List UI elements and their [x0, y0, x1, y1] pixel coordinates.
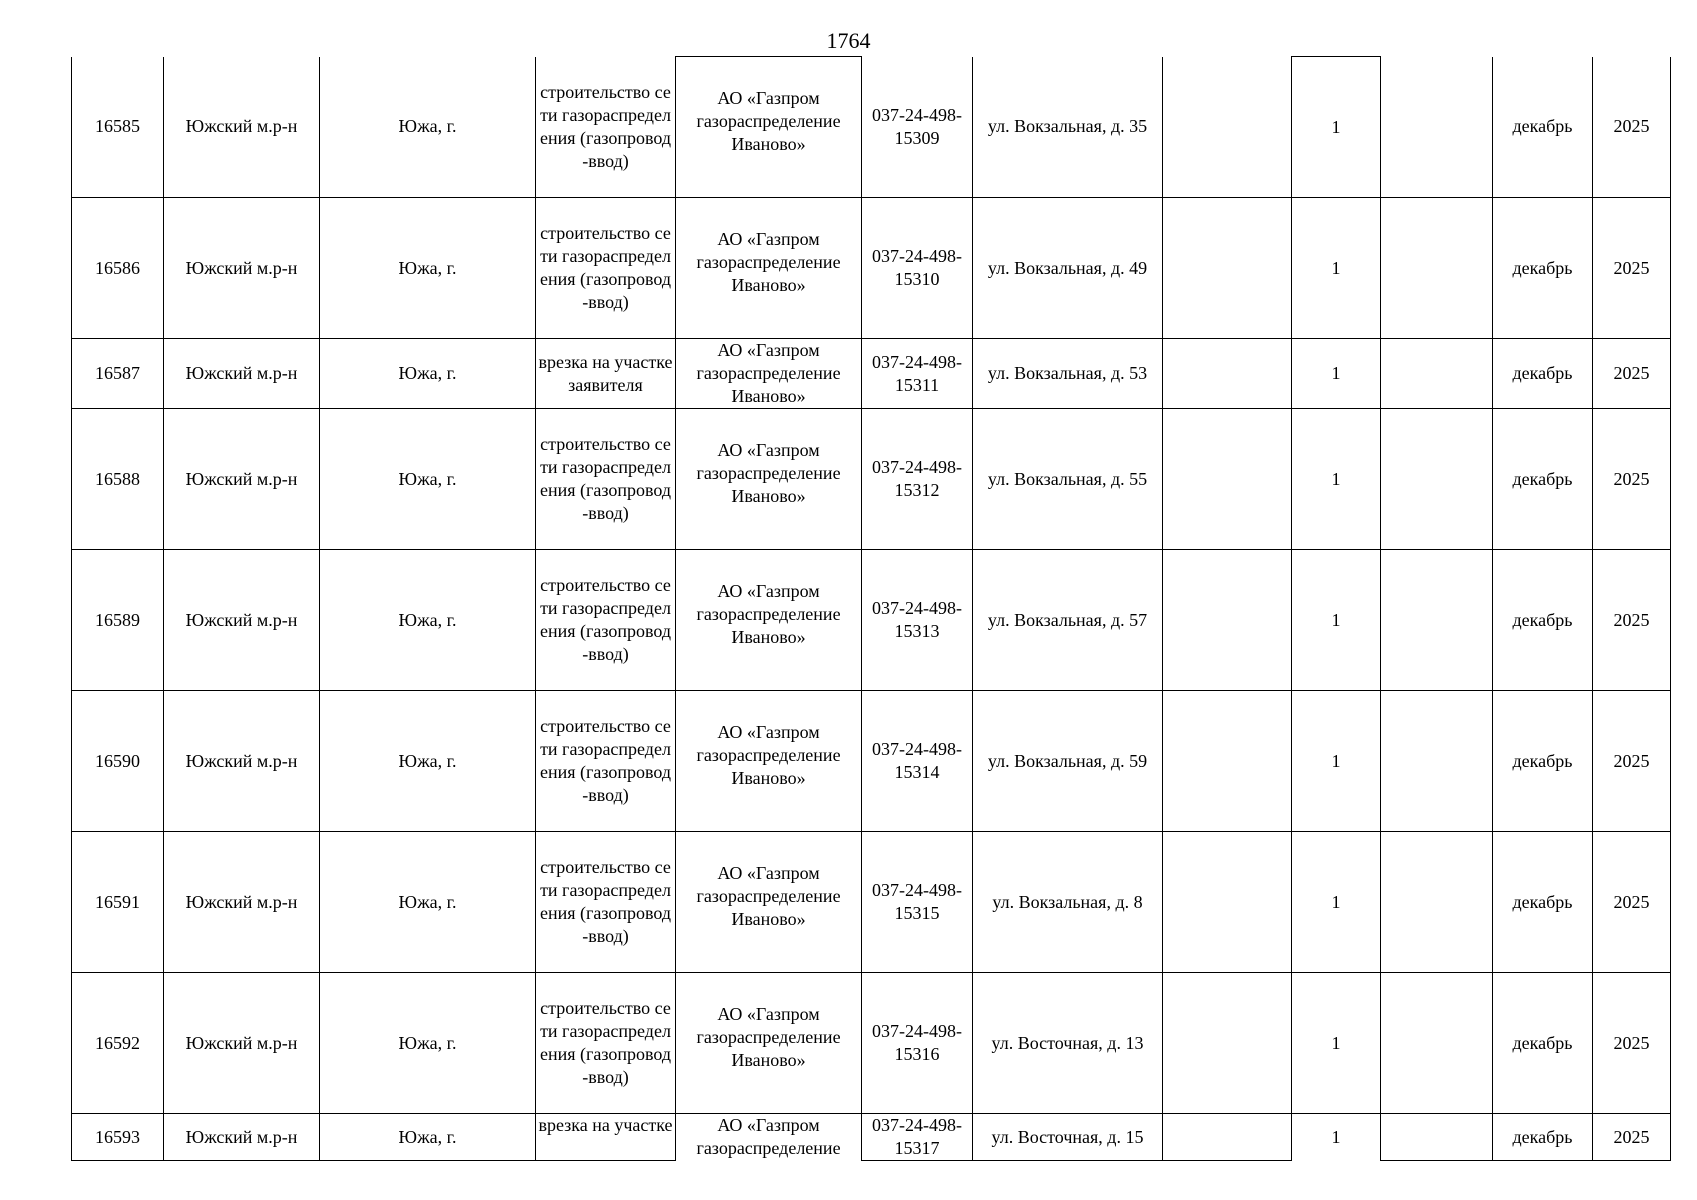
- table-row: [72, 1114, 1671, 1161]
- quantity-cell: 1: [1292, 57, 1381, 198]
- empty-cell-cell: [1163, 691, 1292, 832]
- month-cell: декабрь: [1493, 550, 1593, 691]
- table-row: [72, 832, 1671, 973]
- district-cell: Южский м.р-н: [164, 339, 320, 409]
- month-cell: декабрь: [1493, 57, 1593, 198]
- register-table: [71, 56, 1671, 1161]
- year-cell: 2025: [1593, 973, 1671, 1114]
- application-id-cell: 037-24-498-15315: [862, 832, 973, 973]
- quantity-cell: 1: [1292, 409, 1381, 550]
- empty-cell-cell: [1381, 691, 1493, 832]
- district-cell: Южский м.р-н: [164, 691, 320, 832]
- row-number-cell: 16591: [72, 832, 164, 973]
- organization-cell: АО «Газпром газораспределение: [676, 1114, 862, 1161]
- page-number: 1764: [826, 28, 871, 53]
- organization-cell: АО «Газпром газораспределение Иваново»: [676, 691, 862, 832]
- row-number-cell: 16593: [72, 1114, 164, 1161]
- organization-cell: АО «Газпром газораспределение Иваново»: [676, 339, 862, 409]
- address-cell: ул. Восточная, д. 13: [973, 973, 1163, 1114]
- year-cell: 2025: [1593, 409, 1671, 550]
- row-number-cell: 16588: [72, 409, 164, 550]
- register-rows: [72, 57, 1671, 1161]
- locality-cell: Южа, г.: [320, 339, 536, 409]
- year-cell: 2025: [1593, 550, 1671, 691]
- work-type-cell: врезка на участке: [536, 1114, 676, 1161]
- work-type-cell: строительство сети газораспределения (газопровод-ввод): [536, 550, 676, 691]
- month-cell: декабрь: [1493, 691, 1593, 832]
- row-number-cell: 16592: [72, 973, 164, 1114]
- address-cell: ул. Восточная, д. 15: [973, 1114, 1163, 1161]
- month-cell: декабрь: [1493, 1114, 1593, 1161]
- locality-cell: Южа, г.: [320, 57, 536, 198]
- organization-cell: АО «Газпром газораспределение Иваново»: [676, 57, 862, 198]
- empty-cell-cell: [1163, 339, 1292, 409]
- table-row: [72, 691, 1671, 832]
- year-cell: 2025: [1593, 339, 1671, 409]
- table-row: [72, 973, 1671, 1114]
- district-cell: Южский м.р-н: [164, 550, 320, 691]
- organization-cell: АО «Газпром газораспределение Иваново»: [676, 550, 862, 691]
- empty-cell-cell: [1381, 832, 1493, 973]
- empty-cell-cell: [1381, 973, 1493, 1114]
- address-cell: ул. Вокзальная, д. 57: [973, 550, 1163, 691]
- empty-cell-cell: [1163, 1114, 1292, 1161]
- district-cell: Южский м.р-н: [164, 57, 320, 198]
- application-id-cell: 037-24-498-15311: [862, 339, 973, 409]
- empty-cell-cell: [1381, 550, 1493, 691]
- work-type-cell: строительство сети газораспределения (газопровод-ввод): [536, 973, 676, 1114]
- empty-cell-cell: [1163, 57, 1292, 198]
- quantity-cell: 1: [1292, 1114, 1381, 1161]
- application-id-cell: 037-24-498-15310: [862, 198, 973, 339]
- empty-cell-cell: [1381, 198, 1493, 339]
- empty-cell-cell: [1381, 339, 1493, 409]
- quantity-cell: 1: [1292, 550, 1381, 691]
- locality-cell: Южа, г.: [320, 691, 536, 832]
- address-cell: ул. Вокзальная, д. 53: [973, 339, 1163, 409]
- locality-cell: Южа, г.: [320, 832, 536, 973]
- locality-cell: Южа, г.: [320, 198, 536, 339]
- quantity-cell: 1: [1292, 832, 1381, 973]
- locality-cell: Южа, г.: [320, 550, 536, 691]
- table-row: [72, 409, 1671, 550]
- empty-cell-cell: [1163, 550, 1292, 691]
- application-id-cell: 037-24-498-15314: [862, 691, 973, 832]
- district-cell: Южский м.р-н: [164, 1114, 320, 1161]
- quantity-cell: 1: [1292, 198, 1381, 339]
- month-cell: декабрь: [1493, 973, 1593, 1114]
- organization-cell: АО «Газпром газораспределение Иваново»: [676, 973, 862, 1114]
- year-cell: 2025: [1593, 1114, 1671, 1161]
- district-cell: Южский м.р-н: [164, 973, 320, 1114]
- month-cell: декабрь: [1493, 409, 1593, 550]
- empty-cell-cell: [1163, 973, 1292, 1114]
- year-cell: 2025: [1593, 832, 1671, 973]
- quantity-cell: 1: [1292, 973, 1381, 1114]
- application-id-cell: 037-24-498-15316: [862, 973, 973, 1114]
- work-type-cell: строительство сети газораспределения (газопровод-ввод): [536, 832, 676, 973]
- work-type-cell: строительство сети газораспределения (газопровод-ввод): [536, 57, 676, 198]
- application-id-cell: 037-24-498-15313: [862, 550, 973, 691]
- work-type-cell: строительство сети газораспределения (газопровод-ввод): [536, 691, 676, 832]
- organization-cell: АО «Газпром газораспределение Иваново»: [676, 832, 862, 973]
- work-type-cell: строительство сети газораспределения (газопровод-ввод): [536, 198, 676, 339]
- empty-cell-cell: [1381, 57, 1493, 198]
- month-cell: декабрь: [1493, 339, 1593, 409]
- address-cell: ул. Вокзальная, д. 49: [973, 198, 1163, 339]
- organization-cell: АО «Газпром газораспределение Иваново»: [676, 409, 862, 550]
- empty-cell-cell: [1163, 198, 1292, 339]
- work-type-cell: врезка на участке заявителя: [536, 339, 676, 409]
- year-cell: 2025: [1593, 691, 1671, 832]
- address-cell: ул. Вокзальная, д. 35: [973, 57, 1163, 198]
- address-cell: ул. Вокзальная, д. 59: [973, 691, 1163, 832]
- row-number-cell: 16587: [72, 339, 164, 409]
- year-cell: 2025: [1593, 198, 1671, 339]
- table-row: [72, 57, 1671, 198]
- quantity-cell: 1: [1292, 691, 1381, 832]
- application-id-cell: 037-24-498-15309: [862, 57, 973, 198]
- month-cell: декабрь: [1493, 198, 1593, 339]
- month-cell: декабрь: [1493, 832, 1593, 973]
- row-number-cell: 16590: [72, 691, 164, 832]
- application-id-cell: 037-24-498-15312: [862, 409, 973, 550]
- empty-cell-cell: [1163, 832, 1292, 973]
- district-cell: Южский м.р-н: [164, 409, 320, 550]
- year-cell: 2025: [1593, 57, 1671, 198]
- application-id-cell: 037-24-498-15317: [862, 1114, 973, 1161]
- table-row: [72, 198, 1671, 339]
- locality-cell: Южа, г.: [320, 973, 536, 1114]
- address-cell: ул. Вокзальная, д. 8: [973, 832, 1163, 973]
- district-cell: Южский м.р-н: [164, 198, 320, 339]
- empty-cell-cell: [1381, 1114, 1493, 1161]
- row-number-cell: 16585: [72, 57, 164, 198]
- row-number-cell: 16589: [72, 550, 164, 691]
- district-cell: Южский м.р-н: [164, 832, 320, 973]
- organization-cell: АО «Газпром газораспределение Иваново»: [676, 198, 862, 339]
- address-cell: ул. Вокзальная, д. 55: [973, 409, 1163, 550]
- empty-cell-cell: [1381, 409, 1493, 550]
- locality-cell: Южа, г.: [320, 409, 536, 550]
- empty-cell-cell: [1163, 409, 1292, 550]
- quantity-cell: 1: [1292, 339, 1381, 409]
- work-type-cell: строительство сети газораспределения (газопровод-ввод): [536, 409, 676, 550]
- row-number-cell: 16586: [72, 198, 164, 339]
- locality-cell: Южа, г.: [320, 1114, 536, 1161]
- table-row: [72, 550, 1671, 691]
- table-row: [72, 339, 1671, 409]
